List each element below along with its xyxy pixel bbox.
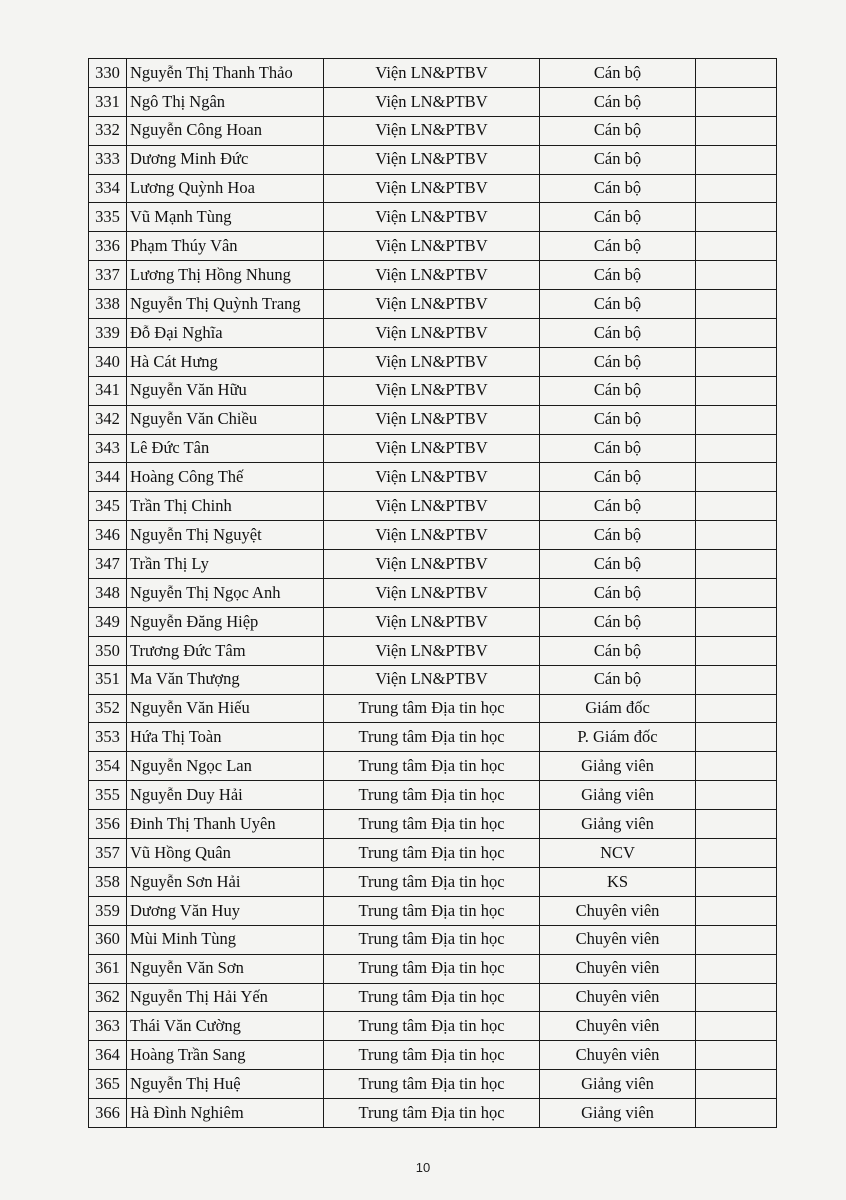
cell-number: 366 bbox=[89, 1099, 127, 1128]
cell-unit: Viện LN&PTBV bbox=[324, 550, 540, 579]
cell-unit: Viện LN&PTBV bbox=[324, 636, 540, 665]
cell-name: Nguyễn Thị Hải Yến bbox=[127, 983, 324, 1012]
cell-unit: Viện LN&PTBV bbox=[324, 59, 540, 88]
table-row bbox=[89, 723, 777, 752]
cell-number: 352 bbox=[89, 694, 127, 723]
cell-number: 335 bbox=[89, 203, 127, 232]
cell-unit: Viện LN&PTBV bbox=[324, 290, 540, 319]
cell-number: 337 bbox=[89, 261, 127, 290]
cell-note bbox=[696, 405, 777, 434]
cell-position: Cán bộ bbox=[540, 607, 696, 636]
cell-number: 336 bbox=[89, 232, 127, 261]
table-row bbox=[89, 925, 777, 954]
cell-position: P. Giám đốc bbox=[540, 723, 696, 752]
cell-number: 334 bbox=[89, 174, 127, 203]
table-row bbox=[89, 290, 777, 319]
table-row bbox=[89, 867, 777, 896]
table-row bbox=[89, 492, 777, 521]
cell-number: 330 bbox=[89, 59, 127, 88]
cell-unit: Viện LN&PTBV bbox=[324, 463, 540, 492]
cell-position: Cán bộ bbox=[540, 550, 696, 579]
cell-number: 331 bbox=[89, 87, 127, 116]
cell-name: Thái Văn Cường bbox=[127, 1012, 324, 1041]
cell-note bbox=[696, 752, 777, 781]
table-row bbox=[89, 607, 777, 636]
cell-unit: Viện LN&PTBV bbox=[324, 174, 540, 203]
cell-position: Cán bộ bbox=[540, 376, 696, 405]
cell-number: 344 bbox=[89, 463, 127, 492]
cell-position: Cán bộ bbox=[540, 87, 696, 116]
cell-number: 347 bbox=[89, 550, 127, 579]
cell-number: 346 bbox=[89, 521, 127, 550]
table-row bbox=[89, 376, 777, 405]
cell-position: Cán bộ bbox=[540, 261, 696, 290]
cell-note bbox=[696, 781, 777, 810]
cell-name: Trần Thị Ly bbox=[127, 550, 324, 579]
cell-number: 350 bbox=[89, 636, 127, 665]
table-row bbox=[89, 347, 777, 376]
table-row bbox=[89, 781, 777, 810]
table-row bbox=[89, 203, 777, 232]
cell-position: Giảng viên bbox=[540, 1099, 696, 1128]
cell-unit: Trung tâm Địa tin học bbox=[324, 839, 540, 868]
cell-unit: Trung tâm Địa tin học bbox=[324, 810, 540, 839]
cell-note bbox=[696, 1041, 777, 1070]
cell-note bbox=[696, 1012, 777, 1041]
cell-position: Cán bộ bbox=[540, 665, 696, 694]
cell-note bbox=[696, 867, 777, 896]
cell-name: Vũ Mạnh Tùng bbox=[127, 203, 324, 232]
table-row bbox=[89, 636, 777, 665]
cell-position: Giảng viên bbox=[540, 781, 696, 810]
cell-name: Nguyễn Đăng Hiệp bbox=[127, 607, 324, 636]
cell-note bbox=[696, 521, 777, 550]
cell-note bbox=[696, 145, 777, 174]
cell-note bbox=[696, 492, 777, 521]
cell-name: Hoàng Trần Sang bbox=[127, 1041, 324, 1070]
cell-name: Nguyễn Thị Quỳnh Trang bbox=[127, 290, 324, 319]
cell-note bbox=[696, 607, 777, 636]
cell-number: 341 bbox=[89, 376, 127, 405]
cell-unit: Trung tâm Địa tin học bbox=[324, 954, 540, 983]
cell-name: Nguyễn Thị Nguyệt bbox=[127, 521, 324, 550]
cell-number: 349 bbox=[89, 607, 127, 636]
cell-number: 339 bbox=[89, 319, 127, 348]
table-row bbox=[89, 232, 777, 261]
cell-position: Cán bộ bbox=[540, 579, 696, 608]
cell-position: Giảng viên bbox=[540, 752, 696, 781]
cell-position: Chuyên viên bbox=[540, 925, 696, 954]
cell-position: Cán bộ bbox=[540, 232, 696, 261]
cell-name: Trương Đức Tâm bbox=[127, 636, 324, 665]
cell-note bbox=[696, 203, 777, 232]
cell-name: Hà Cát Hưng bbox=[127, 347, 324, 376]
cell-note bbox=[696, 290, 777, 319]
cell-note bbox=[696, 839, 777, 868]
cell-name: Nguyễn Ngọc Lan bbox=[127, 752, 324, 781]
cell-name: Nguyễn Thị Thanh Thảo bbox=[127, 59, 324, 88]
cell-note bbox=[696, 1099, 777, 1128]
cell-note bbox=[696, 116, 777, 145]
cell-position: NCV bbox=[540, 839, 696, 868]
cell-unit: Trung tâm Địa tin học bbox=[324, 867, 540, 896]
cell-number: 354 bbox=[89, 752, 127, 781]
table-row bbox=[89, 1099, 777, 1128]
cell-unit: Viện LN&PTBV bbox=[324, 607, 540, 636]
cell-position: Chuyên viên bbox=[540, 896, 696, 925]
table-row bbox=[89, 521, 777, 550]
cell-name: Nguyễn Văn Sơn bbox=[127, 954, 324, 983]
cell-name: Nguyễn Thị Ngọc Anh bbox=[127, 579, 324, 608]
table-row bbox=[89, 319, 777, 348]
cell-name: Hứa Thị Toàn bbox=[127, 723, 324, 752]
cell-name: Nguyễn Duy Hải bbox=[127, 781, 324, 810]
cell-number: 364 bbox=[89, 1041, 127, 1070]
table-row bbox=[89, 1041, 777, 1070]
cell-number: 355 bbox=[89, 781, 127, 810]
cell-position: Chuyên viên bbox=[540, 983, 696, 1012]
cell-note bbox=[696, 174, 777, 203]
table-row bbox=[89, 983, 777, 1012]
table-row bbox=[89, 145, 777, 174]
cell-unit: Viện LN&PTBV bbox=[324, 376, 540, 405]
cell-unit: Viện LN&PTBV bbox=[324, 434, 540, 463]
cell-unit: Viện LN&PTBV bbox=[324, 347, 540, 376]
page-number: 10 bbox=[415, 1160, 431, 1175]
cell-position: Cán bộ bbox=[540, 434, 696, 463]
cell-unit: Viện LN&PTBV bbox=[324, 145, 540, 174]
table-row bbox=[89, 463, 777, 492]
cell-position: Giảng viên bbox=[540, 810, 696, 839]
cell-note bbox=[696, 376, 777, 405]
cell-number: 360 bbox=[89, 925, 127, 954]
cell-unit: Trung tâm Địa tin học bbox=[324, 723, 540, 752]
cell-note bbox=[696, 463, 777, 492]
cell-name: Mùi Minh Tùng bbox=[127, 925, 324, 954]
table-row bbox=[89, 434, 777, 463]
cell-position: Cán bộ bbox=[540, 116, 696, 145]
cell-name: Nguyễn Văn Hiếu bbox=[127, 694, 324, 723]
cell-note bbox=[696, 925, 777, 954]
cell-number: 342 bbox=[89, 405, 127, 434]
cell-unit: Trung tâm Địa tin học bbox=[324, 925, 540, 954]
cell-number: 356 bbox=[89, 810, 127, 839]
cell-unit: Viện LN&PTBV bbox=[324, 319, 540, 348]
staff-table bbox=[88, 58, 777, 1128]
cell-number: 343 bbox=[89, 434, 127, 463]
cell-unit: Viện LN&PTBV bbox=[324, 261, 540, 290]
cell-number: 340 bbox=[89, 347, 127, 376]
cell-note bbox=[696, 550, 777, 579]
cell-position: Chuyên viên bbox=[540, 1012, 696, 1041]
cell-position: Cán bộ bbox=[540, 203, 696, 232]
staff-table-body bbox=[89, 59, 777, 1128]
cell-position: KS bbox=[540, 867, 696, 896]
cell-name: Trần Thị Chinh bbox=[127, 492, 324, 521]
table-row bbox=[89, 1070, 777, 1099]
table-row bbox=[89, 665, 777, 694]
cell-name: Ngô Thị Ngân bbox=[127, 87, 324, 116]
cell-note bbox=[696, 1070, 777, 1099]
table-row bbox=[89, 810, 777, 839]
cell-unit: Trung tâm Địa tin học bbox=[324, 1070, 540, 1099]
cell-position: Giám đốc bbox=[540, 694, 696, 723]
cell-number: 358 bbox=[89, 867, 127, 896]
cell-unit: Viện LN&PTBV bbox=[324, 492, 540, 521]
cell-unit: Trung tâm Địa tin học bbox=[324, 896, 540, 925]
table-row bbox=[89, 579, 777, 608]
cell-note bbox=[696, 636, 777, 665]
cell-unit: Trung tâm Địa tin học bbox=[324, 983, 540, 1012]
cell-unit: Trung tâm Địa tin học bbox=[324, 781, 540, 810]
table-row bbox=[89, 1012, 777, 1041]
cell-unit: Viện LN&PTBV bbox=[324, 521, 540, 550]
table-row bbox=[89, 87, 777, 116]
table-row bbox=[89, 550, 777, 579]
cell-unit: Trung tâm Địa tin học bbox=[324, 752, 540, 781]
cell-note bbox=[696, 694, 777, 723]
cell-position: Chuyên viên bbox=[540, 1041, 696, 1070]
cell-name: Đỗ Đại Nghĩa bbox=[127, 319, 324, 348]
cell-number: 353 bbox=[89, 723, 127, 752]
cell-unit: Trung tâm Địa tin học bbox=[324, 1041, 540, 1070]
cell-note bbox=[696, 723, 777, 752]
cell-note bbox=[696, 261, 777, 290]
table-row bbox=[89, 174, 777, 203]
cell-unit: Trung tâm Địa tin học bbox=[324, 694, 540, 723]
cell-note bbox=[696, 954, 777, 983]
cell-number: 359 bbox=[89, 896, 127, 925]
cell-position: Cán bộ bbox=[540, 174, 696, 203]
cell-name: Lê Đức Tân bbox=[127, 434, 324, 463]
cell-unit: Trung tâm Địa tin học bbox=[324, 1012, 540, 1041]
cell-note bbox=[696, 319, 777, 348]
cell-position: Cán bộ bbox=[540, 521, 696, 550]
cell-position: Cán bộ bbox=[540, 636, 696, 665]
cell-number: 357 bbox=[89, 839, 127, 868]
cell-number: 348 bbox=[89, 579, 127, 608]
cell-number: 361 bbox=[89, 954, 127, 983]
cell-note bbox=[696, 434, 777, 463]
table-row bbox=[89, 116, 777, 145]
table-row bbox=[89, 694, 777, 723]
cell-note bbox=[696, 87, 777, 116]
cell-position: Cán bộ bbox=[540, 347, 696, 376]
table-row bbox=[89, 896, 777, 925]
cell-name: Nguyễn Văn Hữu bbox=[127, 376, 324, 405]
cell-name: Hà Đình Nghiêm bbox=[127, 1099, 324, 1128]
cell-note bbox=[696, 665, 777, 694]
cell-number: 363 bbox=[89, 1012, 127, 1041]
cell-number: 365 bbox=[89, 1070, 127, 1099]
cell-name: Đinh Thị Thanh Uyên bbox=[127, 810, 324, 839]
cell-name: Nguyễn Công Hoan bbox=[127, 116, 324, 145]
cell-note bbox=[696, 347, 777, 376]
cell-position: Cán bộ bbox=[540, 319, 696, 348]
cell-position: Cán bộ bbox=[540, 492, 696, 521]
cell-name: Hoàng Công Thế bbox=[127, 463, 324, 492]
cell-unit: Viện LN&PTBV bbox=[324, 116, 540, 145]
table-row bbox=[89, 839, 777, 868]
cell-number: 333 bbox=[89, 145, 127, 174]
cell-name: Dương Văn Huy bbox=[127, 896, 324, 925]
cell-unit: Viện LN&PTBV bbox=[324, 405, 540, 434]
cell-number: 351 bbox=[89, 665, 127, 694]
cell-note bbox=[696, 579, 777, 608]
cell-number: 338 bbox=[89, 290, 127, 319]
cell-name: Nguyễn Văn Chiều bbox=[127, 405, 324, 434]
cell-unit: Trung tâm Địa tin học bbox=[324, 1099, 540, 1128]
cell-position: Giảng viên bbox=[540, 1070, 696, 1099]
cell-unit: Viện LN&PTBV bbox=[324, 665, 540, 694]
cell-name: Lương Thị Hồng Nhung bbox=[127, 261, 324, 290]
cell-note bbox=[696, 810, 777, 839]
cell-note bbox=[696, 59, 777, 88]
cell-name: Phạm Thúy Vân bbox=[127, 232, 324, 261]
cell-name: Dương Minh Đức bbox=[127, 145, 324, 174]
cell-position: Cán bộ bbox=[540, 405, 696, 434]
cell-position: Cán bộ bbox=[540, 290, 696, 319]
cell-number: 362 bbox=[89, 983, 127, 1012]
cell-name: Nguyễn Sơn Hải bbox=[127, 867, 324, 896]
table-row bbox=[89, 261, 777, 290]
cell-name: Vũ Hồng Quân bbox=[127, 839, 324, 868]
cell-number: 345 bbox=[89, 492, 127, 521]
table-row bbox=[89, 752, 777, 781]
table-row bbox=[89, 405, 777, 434]
cell-number: 332 bbox=[89, 116, 127, 145]
table-row bbox=[89, 59, 777, 88]
cell-position: Chuyên viên bbox=[540, 954, 696, 983]
cell-position: Cán bộ bbox=[540, 463, 696, 492]
cell-name: Lương Quỳnh Hoa bbox=[127, 174, 324, 203]
cell-position: Cán bộ bbox=[540, 145, 696, 174]
cell-unit: Viện LN&PTBV bbox=[324, 203, 540, 232]
table-row bbox=[89, 954, 777, 983]
cell-unit: Viện LN&PTBV bbox=[324, 579, 540, 608]
cell-note bbox=[696, 896, 777, 925]
cell-name: Nguyễn Thị Huệ bbox=[127, 1070, 324, 1099]
cell-note bbox=[696, 232, 777, 261]
cell-position: Cán bộ bbox=[540, 59, 696, 88]
cell-unit: Viện LN&PTBV bbox=[324, 232, 540, 261]
cell-unit: Viện LN&PTBV bbox=[324, 87, 540, 116]
cell-note bbox=[696, 983, 777, 1012]
cell-name: Ma Văn Thượng bbox=[127, 665, 324, 694]
